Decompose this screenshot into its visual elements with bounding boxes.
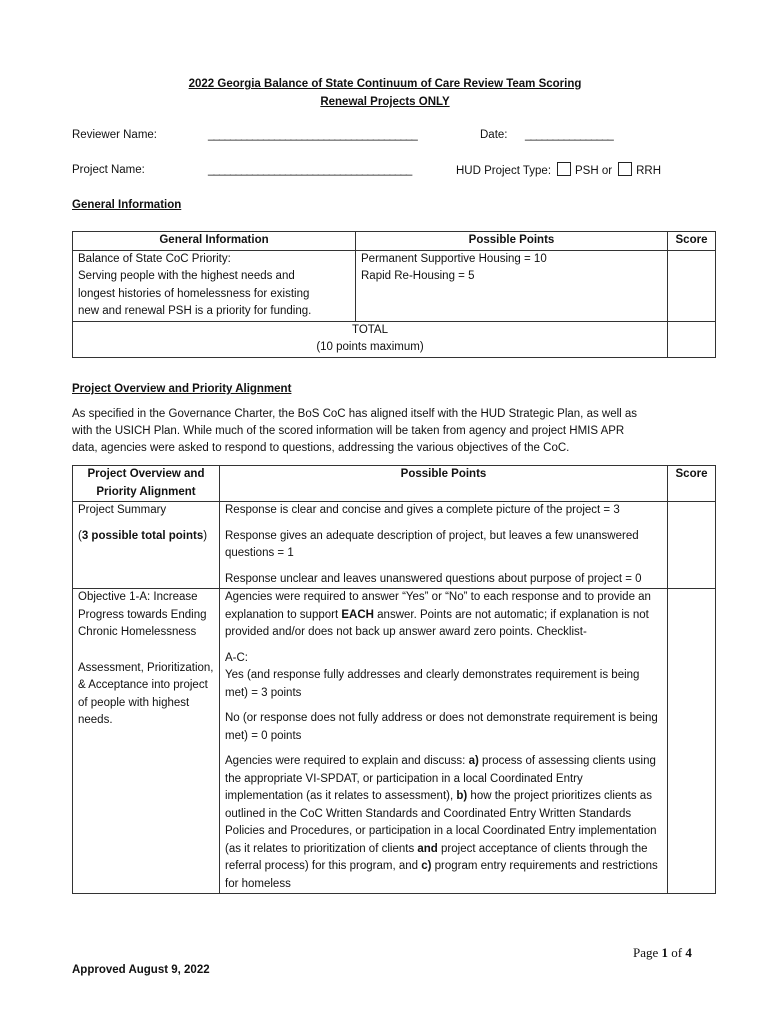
overview-table (72, 465, 716, 894)
ov-explain-text: Agencies were required to explain and discuss: a) process of assessing clients using the appropriate VI-SPDAT, or participation in a local Coordinated Entry implementation (as it relates to assessment), b) how the project prioritizes clients as outlined in the CoC Written Standards and Coordinated Entry Written Standards Policies and Procedures, or participation in a local Coordinated Entry implementation (as it relates to prioritization of clients and project acceptance of clients through the referral process) for this program, and c) program entry requirements and restrictions for homeless (225, 755, 658, 890)
ov-summary-label: Project Summary (78, 504, 167, 516)
gi-total-cell (73, 321, 668, 357)
gi-total-label: TOTAL (352, 323, 388, 336)
overview-intro-line: with the USICH Plan. While much of the scored information will be taken from agency and project HMIS APR (72, 425, 625, 437)
project-name-label: Project Name: (72, 164, 145, 176)
date-field[interactable]: ________________ (525, 129, 613, 141)
psh-checkbox[interactable] (557, 162, 571, 176)
general-info-table (72, 231, 716, 358)
ov-summary-points: (3 possible total points) (78, 529, 208, 542)
psh-option-label: PSH or (575, 165, 613, 177)
ov-objective-cell (73, 589, 220, 894)
rrh-option-label: RRH (636, 165, 662, 177)
ov-summary-points-cell (220, 502, 668, 589)
gi-total-score-cell[interactable] (668, 321, 716, 357)
ov-objective-points-cell (220, 589, 668, 894)
ov-objective-score-cell[interactable] (668, 589, 716, 894)
overview-intro-line: As specified in the Governance Charter, the BoS CoC has aligned itself with the HUD Strategic Plan, as well as (72, 408, 638, 420)
gi-total-note: (10 points maximum) (316, 341, 424, 353)
ov-header-points: Possible Points (220, 466, 668, 502)
ov-ac-label: A-C: (225, 651, 248, 664)
date-label: Date: (480, 129, 508, 141)
gi-priority-cell (73, 250, 356, 321)
document-subtitle: Renewal Projects ONLY (320, 96, 450, 108)
gi-points-line: Rapid Re-Housing = 5 (361, 270, 475, 282)
gi-header-score: Score (668, 232, 716, 251)
ov-objective-label: Objective 1-A: Increase Progress towards Ending Chronic Homelessness (78, 591, 207, 638)
ov-summary-response: Response unclear and leaves unanswered questions about purpose of project = 0 (225, 572, 642, 585)
ov-objective-sub: Assessment, Prioritization, & Acceptance into project of people with highest needs. (78, 661, 214, 726)
gi-priority-line: new and renewal PSH is a priority for funding. (78, 305, 312, 317)
page-number: Page 1 of 4 (633, 945, 692, 960)
ov-yes-text: Yes (and response fully addresses and clearly demonstrates requirement is being met) = 3 points (225, 669, 640, 699)
general-info-heading: General Information (72, 199, 182, 211)
gi-header-info: General Information (73, 232, 356, 251)
ov-header-category: Project Overview and Priority Alignment (73, 466, 220, 502)
ov-summary-response: Response gives an adequate description of project, but leaves a few unanswered questions = 1 (225, 529, 639, 559)
gi-points-line: Permanent Supportive Housing = 10 (361, 252, 547, 265)
gi-priority-line: longest histories of homelessness for existing (78, 287, 310, 300)
project-name-field[interactable]: _____________________________________ (208, 164, 412, 176)
gi-header-points: Possible Points (356, 232, 668, 251)
ov-header-score: Score (668, 466, 716, 502)
ov-summary-response: Response is clear and concise and gives a complete picture of the project = 3 (225, 504, 620, 516)
reviewer-name-label: Reviewer Name: (72, 129, 157, 141)
approved-date: Approved August 9, 2022 (72, 964, 210, 976)
ov-summary-score-cell[interactable] (668, 502, 716, 589)
reviewer-name-field[interactable]: ______________________________________ (208, 129, 417, 141)
document-title: 2022 Georgia Balance of State Continuum of Care Review Team Scoring (188, 78, 582, 90)
ov-no-text: No (or response does not fully address or does not demonstrate requirement is being met) = 0 points (225, 712, 658, 742)
rrh-checkbox[interactable] (618, 162, 632, 176)
gi-priority-line: Serving people with the highest needs and (78, 270, 295, 282)
ov-summary-cell (73, 502, 220, 589)
ov-objective-intro: Agencies were required to answer “Yes” or “No” to each response and to provide an explanation to support EACH answer. Points are not automatic; if explanation is not provided and/or does not back up answer award zero points. Checklist- (225, 591, 651, 638)
hud-type-label: HUD Project Type: (456, 165, 552, 177)
gi-priority-line: Balance of State CoC Priority: (78, 252, 231, 265)
overview-intro (72, 406, 702, 457)
gi-points-cell (356, 250, 668, 321)
overview-heading: Project Overview and Priority Alignment (72, 383, 292, 395)
hud-project-type (456, 162, 661, 180)
overview-intro-line: data, agencies were asked to respond to questions, addressing the various objectives of the CoC. (72, 442, 570, 454)
gi-score-cell[interactable] (668, 250, 716, 321)
